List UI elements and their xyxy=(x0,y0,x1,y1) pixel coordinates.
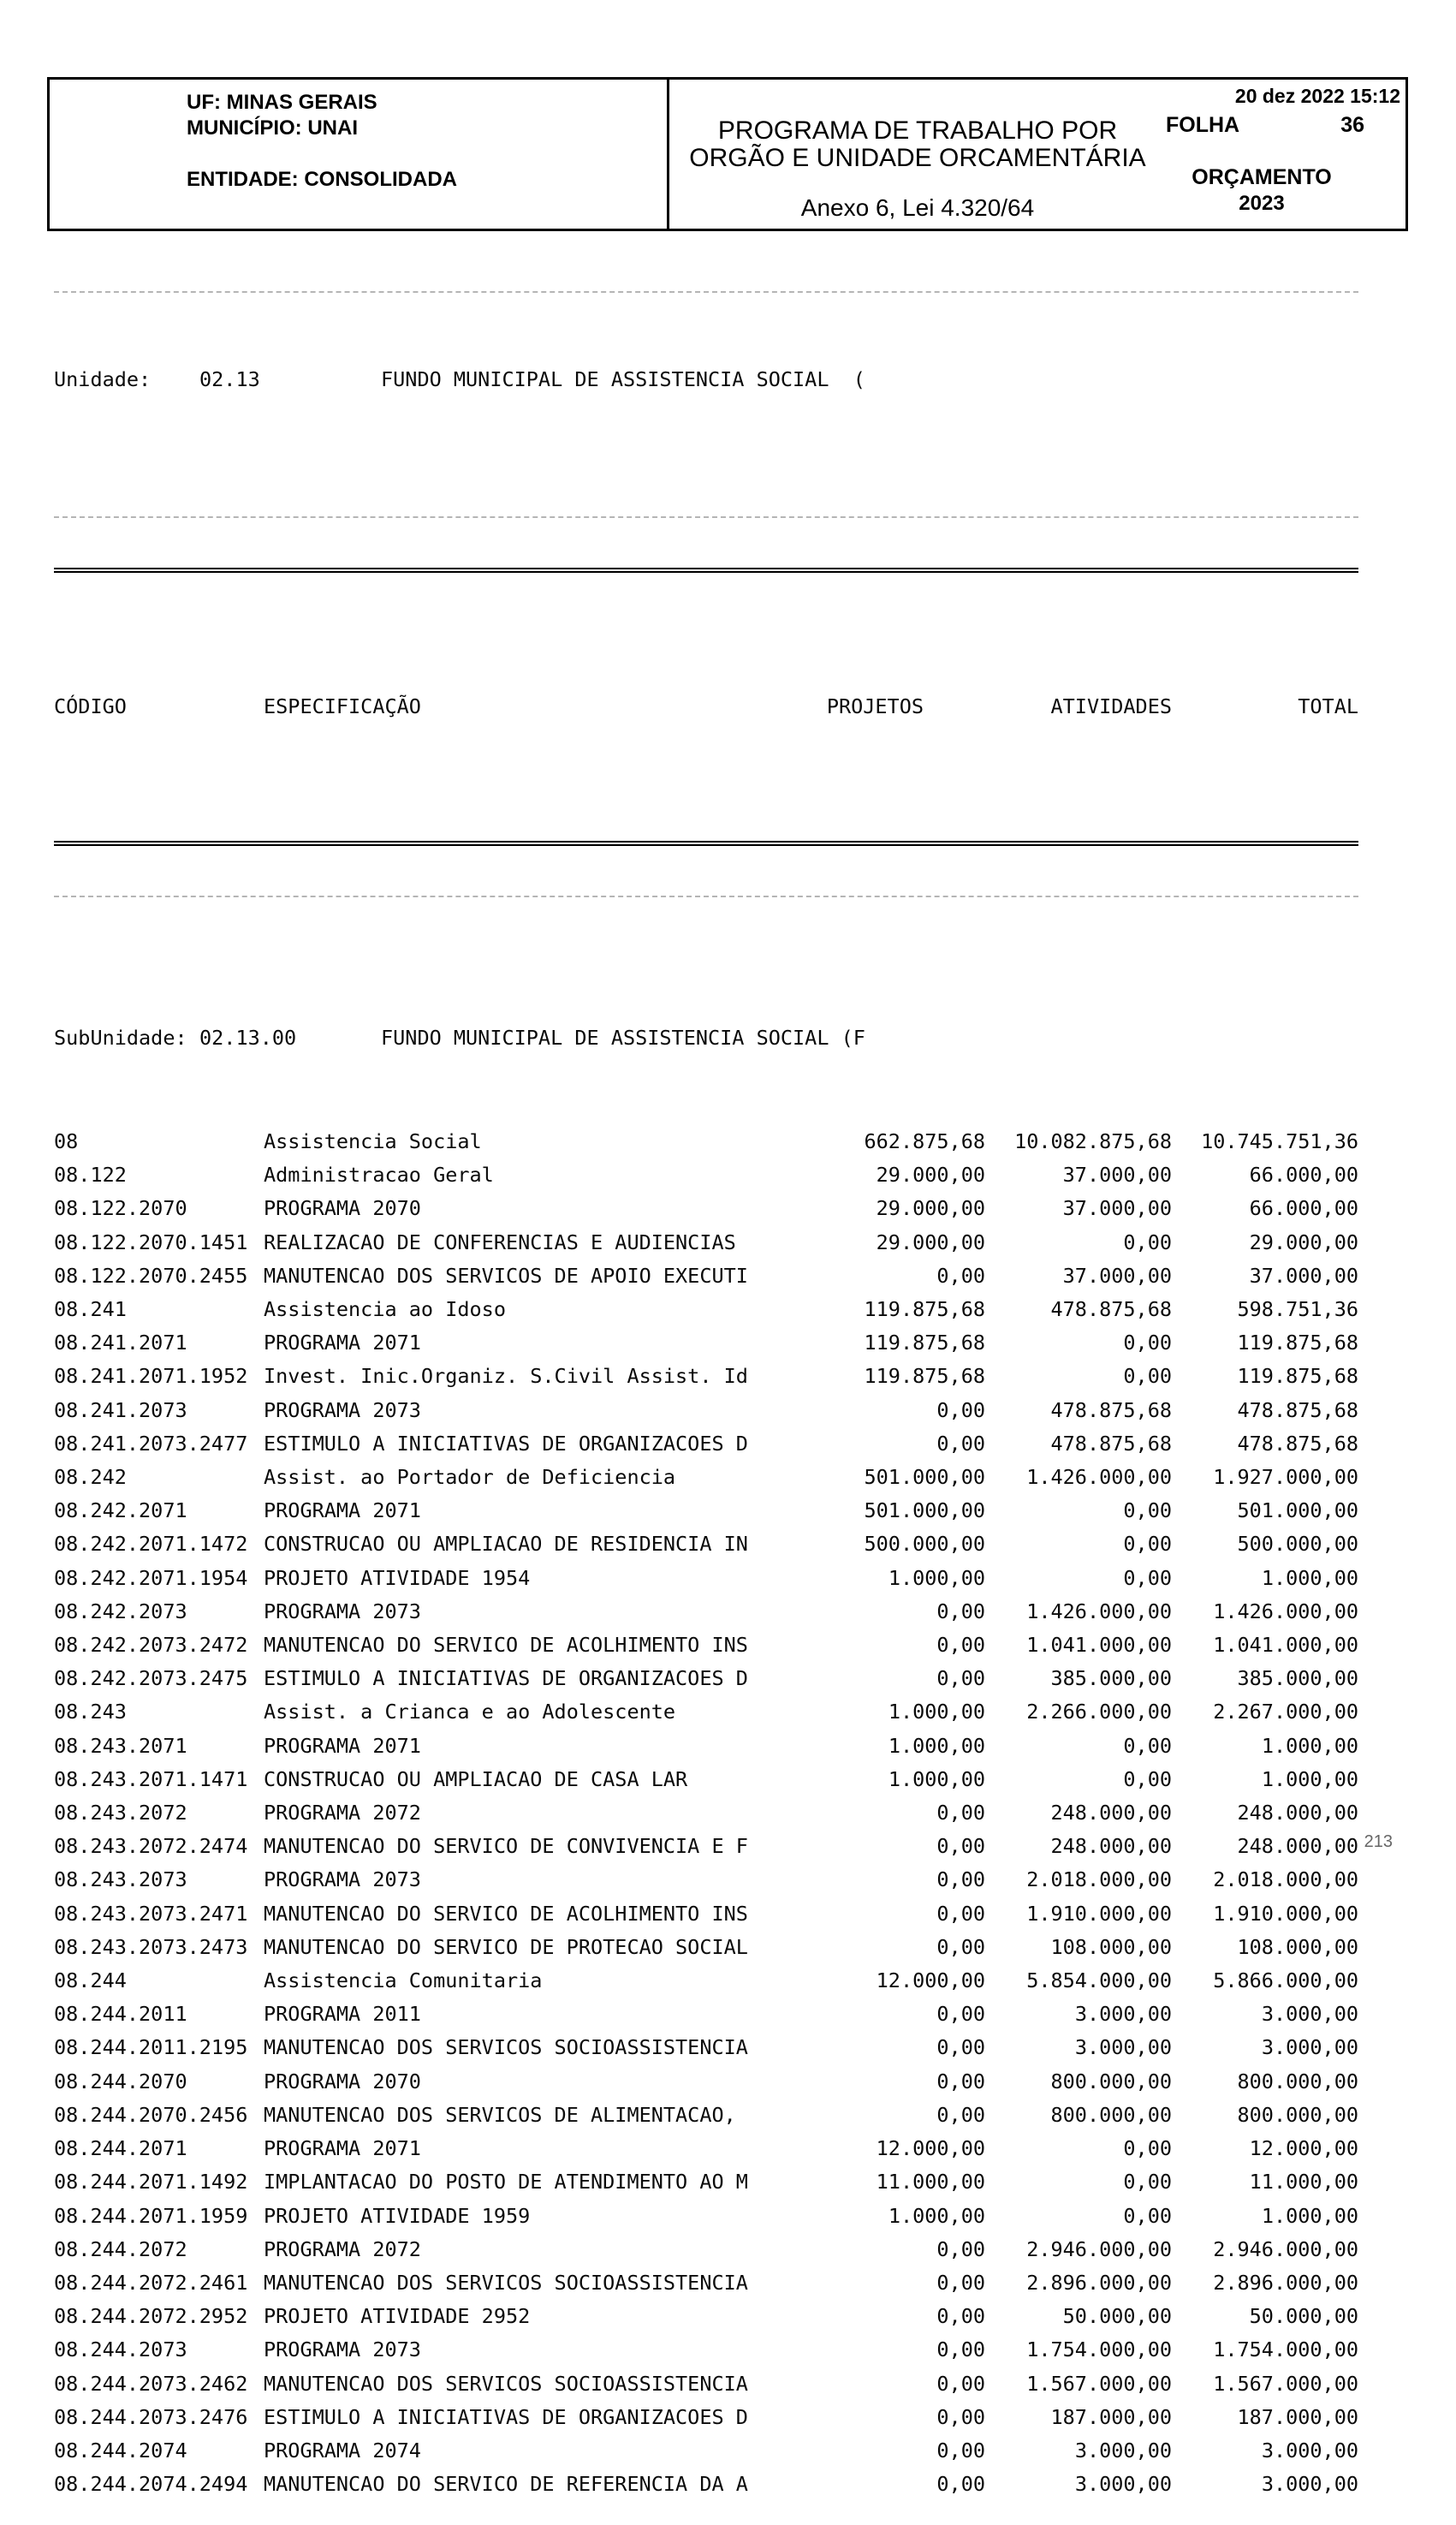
row-atividades: 1.041.000,00 xyxy=(1026,1633,1172,1658)
row-especificacao: IMPLANTACAO DO POSTO DE ATENDIMENTO AO M xyxy=(264,2170,748,2194)
row-total: 3.000,00 xyxy=(1261,2002,1358,2027)
row-projetos: 0,00 xyxy=(936,2438,985,2462)
row-especificacao: PROGRAMA 2071 xyxy=(264,1733,421,1758)
row-especificacao: ESTIMULO A INICIATIVAS DE ORGANIZACOES D xyxy=(264,2404,748,2429)
row-codigo: 08.243.2073.2471 xyxy=(54,1901,248,1926)
row-especificacao: MANUTENCAO DO SERVICO DE PROTECAO SOCIAL xyxy=(264,1934,748,1959)
row-total: 1.910.000,00 xyxy=(1213,1901,1358,1926)
row-total: 385.000,00 xyxy=(1237,1666,1358,1691)
faint-rule xyxy=(54,896,1358,897)
faint-rule xyxy=(54,291,1358,293)
row-total: 1.927.000,00 xyxy=(1213,1465,1358,1490)
row-projetos: 0,00 xyxy=(936,1666,985,1691)
row-projetos: 0,00 xyxy=(936,1397,985,1422)
row-codigo: 08.244.2072.2952 xyxy=(54,2304,248,2329)
row-total: 12.000,00 xyxy=(1249,2136,1358,2161)
row-atividades: 0,00 xyxy=(1123,1331,1172,1355)
unidade-label: Unidade: xyxy=(54,367,152,391)
row-especificacao: Assist. ao Portador de Deficiencia xyxy=(264,1465,676,1490)
row-codigo: 08.122.2070 xyxy=(54,1196,187,1221)
table-row xyxy=(54,1494,1358,1528)
row-projetos: 29.000,00 xyxy=(876,1163,985,1188)
report-header-box xyxy=(47,77,1408,231)
row-atividades: 1.426.000,00 xyxy=(1026,1599,1172,1623)
row-total: 29.000,00 xyxy=(1249,1230,1358,1254)
row-projetos: 0,00 xyxy=(936,2472,985,2497)
row-total: 66.000,00 xyxy=(1249,1196,1358,1221)
table-row xyxy=(54,1998,1358,2031)
table-row xyxy=(54,1695,1358,1729)
row-projetos: 0,00 xyxy=(936,1867,985,1892)
row-total: 1.041.000,00 xyxy=(1213,1633,1358,1658)
row-codigo: 08.244.2072.2461 xyxy=(54,2270,248,2295)
row-codigo: 08.244 xyxy=(54,1968,127,1993)
row-especificacao: MANUTENCAO DOS SERVICOS SOCIOASSISTENCIA xyxy=(264,2035,748,2060)
uf-label: UF: MINAS GERAIS xyxy=(187,91,377,114)
column-header-total: TOTAL xyxy=(1298,694,1358,718)
row-atividades: 0,00 xyxy=(1123,1230,1172,1254)
table-row xyxy=(54,1326,1358,1360)
table-row xyxy=(54,1226,1358,1260)
row-especificacao: REALIZACAO DE CONFERENCIAS E AUDIENCIAS xyxy=(264,1230,736,1254)
table-row xyxy=(54,1394,1358,1427)
report-body xyxy=(54,241,1358,2525)
row-atividades: 0,00 xyxy=(1123,1532,1172,1557)
table-row xyxy=(54,1528,1358,1561)
row-codigo: 08.242.2073.2475 xyxy=(54,1666,248,1691)
row-atividades: 1.754.000,00 xyxy=(1026,2337,1172,2362)
row-atividades: 0,00 xyxy=(1123,2203,1172,2228)
row-codigo: 08.242.2071 xyxy=(54,1498,187,1523)
row-codigo: 08.244.2071 xyxy=(54,2136,187,2161)
folha-row xyxy=(1166,113,1400,138)
table-row xyxy=(54,1830,1358,1863)
table-row xyxy=(54,1158,1358,1192)
double-rule xyxy=(54,568,1358,573)
table-row xyxy=(54,1293,1358,1326)
row-especificacao: MANUTENCAO DO SERVICO DE ACOLHIMENTO INS xyxy=(264,1633,748,1658)
row-projetos: 29.000,00 xyxy=(876,1230,985,1254)
row-total: 1.000,00 xyxy=(1261,1733,1358,1758)
row-codigo: 08.243 xyxy=(54,1700,127,1724)
row-codigo: 08.241.2073.2477 xyxy=(54,1431,248,1456)
row-projetos: 29.000,00 xyxy=(876,1196,985,1221)
row-atividades: 5.854.000,00 xyxy=(1026,1968,1172,1993)
table-row xyxy=(54,2065,1358,2099)
header-entity-section xyxy=(50,80,669,229)
row-projetos: 1.000,00 xyxy=(888,1733,985,1758)
row-codigo: 08.244.2070 xyxy=(54,2069,187,2093)
table-row xyxy=(54,1964,1358,1998)
row-total: 1.426.000,00 xyxy=(1213,1599,1358,1623)
row-projetos: 1.000,00 xyxy=(888,1766,985,1791)
row-especificacao: Invest. Inic.Organiz. S.Civil Assist. Id xyxy=(264,1364,748,1389)
table-row xyxy=(54,1427,1358,1461)
table-row xyxy=(54,2333,1358,2367)
row-especificacao: PROGRAMA 2072 xyxy=(264,1801,421,1825)
row-codigo: 08.244.2071.1959 xyxy=(54,2203,248,2228)
row-codigo: 08.122.2070.2455 xyxy=(54,1263,248,1288)
row-codigo: 08.244.2073 xyxy=(54,2337,187,2362)
row-atividades: 2.896.000,00 xyxy=(1026,2270,1172,2295)
row-projetos: 501.000,00 xyxy=(864,1498,985,1523)
table-row xyxy=(54,1796,1358,1830)
row-codigo: 08.241.2071.1952 xyxy=(54,1364,248,1389)
row-codigo: 08.241.2071 xyxy=(54,1331,187,1355)
row-especificacao: PROJETO ATIVIDADE 1959 xyxy=(264,2203,531,2228)
row-atividades: 2.946.000,00 xyxy=(1026,2236,1172,2261)
row-especificacao: Assistencia ao Idoso xyxy=(264,1297,506,1322)
row-atividades: 800.000,00 xyxy=(1050,2069,1172,2093)
row-projetos: 0,00 xyxy=(936,2337,985,2362)
row-especificacao: MANUTENCAO DO SERVICO DE REFERENCIA DA A xyxy=(264,2472,748,2497)
table-row xyxy=(54,1897,1358,1931)
table-header-row xyxy=(54,693,1358,719)
row-especificacao: PROGRAMA 2011 xyxy=(264,2002,421,2027)
table-row xyxy=(54,2099,1358,2132)
page-number: 213 xyxy=(1364,1832,1393,1851)
row-projetos: 0,00 xyxy=(936,1934,985,1959)
row-atividades: 0,00 xyxy=(1123,2170,1172,2194)
row-total: 11.000,00 xyxy=(1249,2170,1358,2194)
row-codigo: 08.244.2074.2494 xyxy=(54,2472,248,2497)
row-codigo: 08.243.2072 xyxy=(54,1801,187,1825)
folha-label: FOLHA xyxy=(1166,113,1240,137)
row-codigo: 08.244.2074 xyxy=(54,2438,187,2462)
row-projetos: 1.000,00 xyxy=(888,2203,985,2228)
row-atividades: 248.000,00 xyxy=(1050,1801,1172,1825)
orcamento-label: ORÇAMENTO xyxy=(1192,165,1332,189)
row-projetos: 0,00 xyxy=(936,1431,985,1456)
row-especificacao: PROGRAMA 2071 xyxy=(264,2136,421,2161)
row-total: 2.267.000,00 xyxy=(1213,1700,1358,1724)
table-row xyxy=(54,2132,1358,2165)
row-total: 108.000,00 xyxy=(1237,1934,1358,1959)
entidade-label: ENTIDADE: CONSOLIDADA xyxy=(187,168,457,191)
row-atividades: 800.000,00 xyxy=(1050,2102,1172,2127)
row-atividades: 187.000,00 xyxy=(1050,2404,1172,2429)
row-total: 119.875,68 xyxy=(1237,1331,1358,1355)
row-especificacao: Assistencia Social xyxy=(264,1129,482,1153)
table-row xyxy=(54,1562,1358,1595)
row-projetos: 0,00 xyxy=(936,2304,985,2329)
row-total: 478.875,68 xyxy=(1237,1397,1358,1422)
row-especificacao: Assist. a Crianca e ao Adolescente xyxy=(264,1700,676,1724)
row-projetos: 11.000,00 xyxy=(876,2170,985,2194)
row-atividades: 1.426.000,00 xyxy=(1026,1465,1172,1490)
row-total: 187.000,00 xyxy=(1237,2404,1358,2429)
row-total: 800.000,00 xyxy=(1237,2069,1358,2093)
row-especificacao: MANUTENCAO DOS SERVICOS DE APOIO EXECUTI xyxy=(264,1263,748,1288)
row-atividades: 37.000,00 xyxy=(1062,1263,1172,1288)
row-total: 1.000,00 xyxy=(1261,1766,1358,1791)
report-title-line1: PROGRAMA DE TRABALHO POR xyxy=(717,116,1118,145)
row-especificacao: PROGRAMA 2073 xyxy=(264,1599,421,1623)
table-row xyxy=(54,1125,1358,1158)
header-info-section xyxy=(1166,80,1405,229)
row-especificacao: CONSTRUCAO OU AMPLIACAO DE RESIDENCIA IN xyxy=(264,1532,748,1557)
subunidade-line xyxy=(54,1025,1358,1051)
row-codigo: 08.242.2073 xyxy=(54,1599,187,1623)
row-total: 501.000,00 xyxy=(1237,1498,1358,1523)
row-especificacao: Assistencia Comunitaria xyxy=(264,1968,543,1993)
column-header-especificacao: ESPECIFICAÇÃO xyxy=(264,694,421,718)
row-total: 800.000,00 xyxy=(1237,2102,1358,2127)
row-atividades: 50.000,00 xyxy=(1062,2304,1172,2329)
row-atividades: 2.018.000,00 xyxy=(1026,1867,1172,1892)
row-codigo: 08.242.2071.1954 xyxy=(54,1565,248,1590)
row-atividades: 478.875,68 xyxy=(1050,1431,1172,1456)
row-atividades: 1.567.000,00 xyxy=(1026,2371,1172,2396)
row-especificacao: CONSTRUCAO OU AMPLIACAO DE CASA LAR xyxy=(264,1766,688,1791)
table-row xyxy=(54,2468,1358,2501)
row-total: 2.018.000,00 xyxy=(1213,1867,1358,1892)
row-codigo: 08.244.2073.2476 xyxy=(54,2404,248,2429)
row-projetos: 0,00 xyxy=(936,2270,985,2295)
row-projetos: 0,00 xyxy=(936,2069,985,2093)
row-atividades: 478.875,68 xyxy=(1050,1397,1172,1422)
row-especificacao: PROGRAMA 2072 xyxy=(264,2236,421,2261)
row-projetos: 501.000,00 xyxy=(864,1465,985,1490)
print-datetime: 20 dez 2022 15:12 xyxy=(1234,85,1400,107)
row-especificacao: PROGRAMA 2073 xyxy=(264,1397,421,1422)
table-row xyxy=(54,1662,1358,1695)
row-total: 3.000,00 xyxy=(1261,2035,1358,2060)
row-projetos: 0,00 xyxy=(936,1901,985,1926)
row-atividades: 37.000,00 xyxy=(1062,1196,1172,1221)
table-row xyxy=(54,1192,1358,1225)
double-rule xyxy=(54,841,1358,846)
row-total: 66.000,00 xyxy=(1249,1163,1358,1188)
row-total: 3.000,00 xyxy=(1261,2472,1358,2497)
row-atividades: 37.000,00 xyxy=(1062,1163,1172,1188)
table-row xyxy=(54,1360,1358,1393)
row-projetos: 1.000,00 xyxy=(888,1565,985,1590)
row-especificacao: PROJETO ATIVIDADE 1954 xyxy=(264,1565,531,1590)
row-codigo: 08.242.2073.2472 xyxy=(54,1633,248,1658)
row-atividades: 108.000,00 xyxy=(1050,1934,1172,1959)
row-projetos: 0,00 xyxy=(936,1801,985,1825)
subunidade-name: FUNDO MUNICIPAL DE ASSISTENCIA SOCIAL (F xyxy=(381,1026,865,1050)
table-row xyxy=(54,1260,1358,1293)
table-row xyxy=(54,2233,1358,2266)
row-codigo: 08.244.2072 xyxy=(54,2236,187,2261)
column-header-atividades: ATIVIDADES xyxy=(1050,694,1172,718)
table-row xyxy=(54,2165,1358,2199)
table-row xyxy=(54,1931,1358,1964)
row-codigo: 08.244.2070.2456 xyxy=(54,2102,248,2127)
row-total: 1.000,00 xyxy=(1261,2203,1358,2228)
row-especificacao: ESTIMULO A INICIATIVAS DE ORGANIZACOES D xyxy=(264,1666,748,1691)
row-codigo: 08.243.2071 xyxy=(54,1733,187,1758)
row-especificacao: PROGRAMA 2074 xyxy=(264,2438,421,2462)
row-atividades: 0,00 xyxy=(1123,1766,1172,1791)
row-codigo: 08.243.2073 xyxy=(54,1867,187,1892)
row-total: 5.866.000,00 xyxy=(1213,1968,1358,1993)
municipio-label: MUNICÍPIO: UNAI xyxy=(187,116,358,140)
table-row xyxy=(54,1629,1358,1662)
table-row xyxy=(54,1863,1358,1897)
row-atividades: 248.000,00 xyxy=(1050,1834,1172,1859)
row-atividades: 3.000,00 xyxy=(1074,2438,1172,2462)
row-projetos: 0,00 xyxy=(936,1633,985,1658)
row-codigo: 08.243.2073.2473 xyxy=(54,1934,248,1959)
row-codigo: 08.242.2071.1472 xyxy=(54,1532,248,1557)
row-codigo: 08.244.2071.1492 xyxy=(54,2170,248,2194)
row-especificacao: MANUTENCAO DOS SERVICOS DE ALIMENTACAO, xyxy=(264,2102,736,2127)
row-especificacao: PROGRAMA 2071 xyxy=(264,1498,421,1523)
subunidade-label: SubUnidade: xyxy=(54,1026,187,1050)
report-title-line2: ORGÃO E UNIDADE ORCAMENTÁRIA xyxy=(689,144,1146,172)
row-projetos: 0,00 xyxy=(936,2035,985,2060)
row-atividades: 3.000,00 xyxy=(1074,2035,1172,2060)
row-codigo: 08.244.2073.2462 xyxy=(54,2371,248,2396)
row-projetos: 500.000,00 xyxy=(864,1532,985,1557)
orcamento-year: 2023 xyxy=(1239,192,1285,215)
unidade-line xyxy=(54,366,1358,392)
row-projetos: 0,00 xyxy=(936,2404,985,2429)
unidade-name: FUNDO MUNICIPAL DE ASSISTENCIA SOCIAL ( xyxy=(381,367,865,391)
subunidade-code: 02.13.00 xyxy=(199,1026,297,1050)
row-codigo: 08.243.2071.1471 xyxy=(54,1766,248,1791)
row-total: 500.000,00 xyxy=(1237,1532,1358,1557)
row-codigo: 08.241.2073 xyxy=(54,1397,187,1422)
table-row xyxy=(54,1595,1358,1629)
row-codigo: 08.244.2011.2195 xyxy=(54,2035,248,2060)
table-row xyxy=(54,2300,1358,2333)
row-especificacao: PROGRAMA 2073 xyxy=(264,2337,421,2362)
row-projetos: 0,00 xyxy=(936,1263,985,1288)
row-projetos: 0,00 xyxy=(936,1834,985,1859)
row-projetos: 119.875,68 xyxy=(864,1364,985,1389)
row-projetos: 0,00 xyxy=(936,2102,985,2127)
column-header-projetos: PROJETOS xyxy=(826,694,924,718)
row-total: 10.745.751,36 xyxy=(1201,1129,1358,1153)
row-total: 248.000,00 xyxy=(1237,1834,1358,1859)
row-projetos: 0,00 xyxy=(936,1599,985,1623)
row-codigo: 08.241 xyxy=(54,1297,127,1322)
row-total: 598.751,36 xyxy=(1237,1297,1358,1322)
row-atividades: 478.875,68 xyxy=(1050,1297,1172,1322)
row-especificacao: MANUTENCAO DO SERVICO DE ACOLHIMENTO INS xyxy=(264,1901,748,1926)
row-especificacao: Administracao Geral xyxy=(264,1163,494,1188)
table-row xyxy=(54,1763,1358,1796)
row-especificacao: PROGRAMA 2073 xyxy=(264,1867,421,1892)
row-atividades: 385.000,00 xyxy=(1050,1666,1172,1691)
row-especificacao: MANUTENCAO DOS SERVICOS SOCIOASSISTENCIA xyxy=(264,2371,748,2396)
row-projetos: 12.000,00 xyxy=(876,1968,985,1993)
table-body xyxy=(54,1125,1358,2501)
row-total: 1.567.000,00 xyxy=(1213,2371,1358,2396)
row-atividades: 0,00 xyxy=(1123,1498,1172,1523)
row-total: 248.000,00 xyxy=(1237,1801,1358,1825)
row-atividades: 0,00 xyxy=(1123,1364,1172,1389)
row-codigo: 08.244.2011 xyxy=(54,2002,187,2027)
row-projetos: 119.875,68 xyxy=(864,1297,985,1322)
unidade-code: 02.13 xyxy=(199,367,260,391)
row-total: 478.875,68 xyxy=(1237,1431,1358,1456)
row-codigo: 08 xyxy=(54,1129,79,1153)
table-row xyxy=(54,2367,1358,2401)
table-row xyxy=(54,2200,1358,2233)
row-total: 1.754.000,00 xyxy=(1213,2337,1358,2362)
table-row xyxy=(54,2401,1358,2434)
table-row xyxy=(54,2434,1358,2468)
row-total: 1.000,00 xyxy=(1261,1565,1358,1590)
table-top-rule xyxy=(54,467,1358,621)
row-total: 37.000,00 xyxy=(1249,1263,1358,1288)
row-projetos: 119.875,68 xyxy=(864,1331,985,1355)
row-projetos: 1.000,00 xyxy=(888,1700,985,1724)
row-codigo: 08.122 xyxy=(54,1163,127,1188)
row-especificacao: MANUTENCAO DO SERVICO DE CONVIVENCIA E F xyxy=(264,1834,748,1859)
table-header-bottom-rule xyxy=(54,791,1358,945)
row-projetos: 0,00 xyxy=(936,2371,985,2396)
row-atividades: 3.000,00 xyxy=(1074,2002,1172,2027)
row-total: 50.000,00 xyxy=(1249,2304,1358,2329)
row-atividades: 0,00 xyxy=(1123,2136,1172,2161)
row-projetos: 662.875,68 xyxy=(864,1129,985,1153)
column-header-codigo: CÓDIGO xyxy=(54,694,127,718)
row-atividades: 0,00 xyxy=(1123,1733,1172,1758)
report-title-section xyxy=(669,80,1166,229)
row-especificacao: ESTIMULO A INICIATIVAS DE ORGANIZACOES D xyxy=(264,1431,748,1456)
row-projetos: 0,00 xyxy=(936,2002,985,2027)
row-atividades: 3.000,00 xyxy=(1074,2472,1172,2497)
row-atividades: 1.910.000,00 xyxy=(1026,1901,1172,1926)
folha-number: 36 xyxy=(1340,113,1364,137)
row-especificacao: PROJETO ATIVIDADE 2952 xyxy=(264,2304,531,2329)
row-especificacao: PROGRAMA 2071 xyxy=(264,1331,421,1355)
row-atividades: 2.266.000,00 xyxy=(1026,1700,1172,1724)
row-atividades: 0,00 xyxy=(1123,1565,1172,1590)
report-subtitle: Anexo 6, Lei 4.320/64 xyxy=(800,194,1035,221)
row-total: 119.875,68 xyxy=(1237,1364,1358,1389)
row-atividades: 10.082.875,68 xyxy=(1014,1129,1172,1153)
row-codigo: 08.122.2070.1451 xyxy=(54,1230,248,1254)
table-row xyxy=(54,2266,1358,2300)
faint-rule xyxy=(54,516,1358,518)
row-total: 2.946.000,00 xyxy=(1213,2236,1358,2261)
row-projetos: 12.000,00 xyxy=(876,2136,985,2161)
row-codigo: 08.242 xyxy=(54,1465,127,1490)
row-especificacao: PROGRAMA 2070 xyxy=(264,1196,421,1221)
table-row xyxy=(54,1461,1358,1494)
table-row xyxy=(54,1730,1358,1763)
row-codigo: 08.243.2072.2474 xyxy=(54,1834,248,1859)
row-total: 3.000,00 xyxy=(1261,2438,1358,2462)
row-especificacao: PROGRAMA 2070 xyxy=(264,2069,421,2093)
row-total: 2.896.000,00 xyxy=(1213,2270,1358,2295)
row-projetos: 0,00 xyxy=(936,2236,985,2261)
table-row xyxy=(54,2031,1358,2064)
row-especificacao: MANUTENCAO DOS SERVICOS SOCIOASSISTENCIA xyxy=(264,2270,748,2295)
